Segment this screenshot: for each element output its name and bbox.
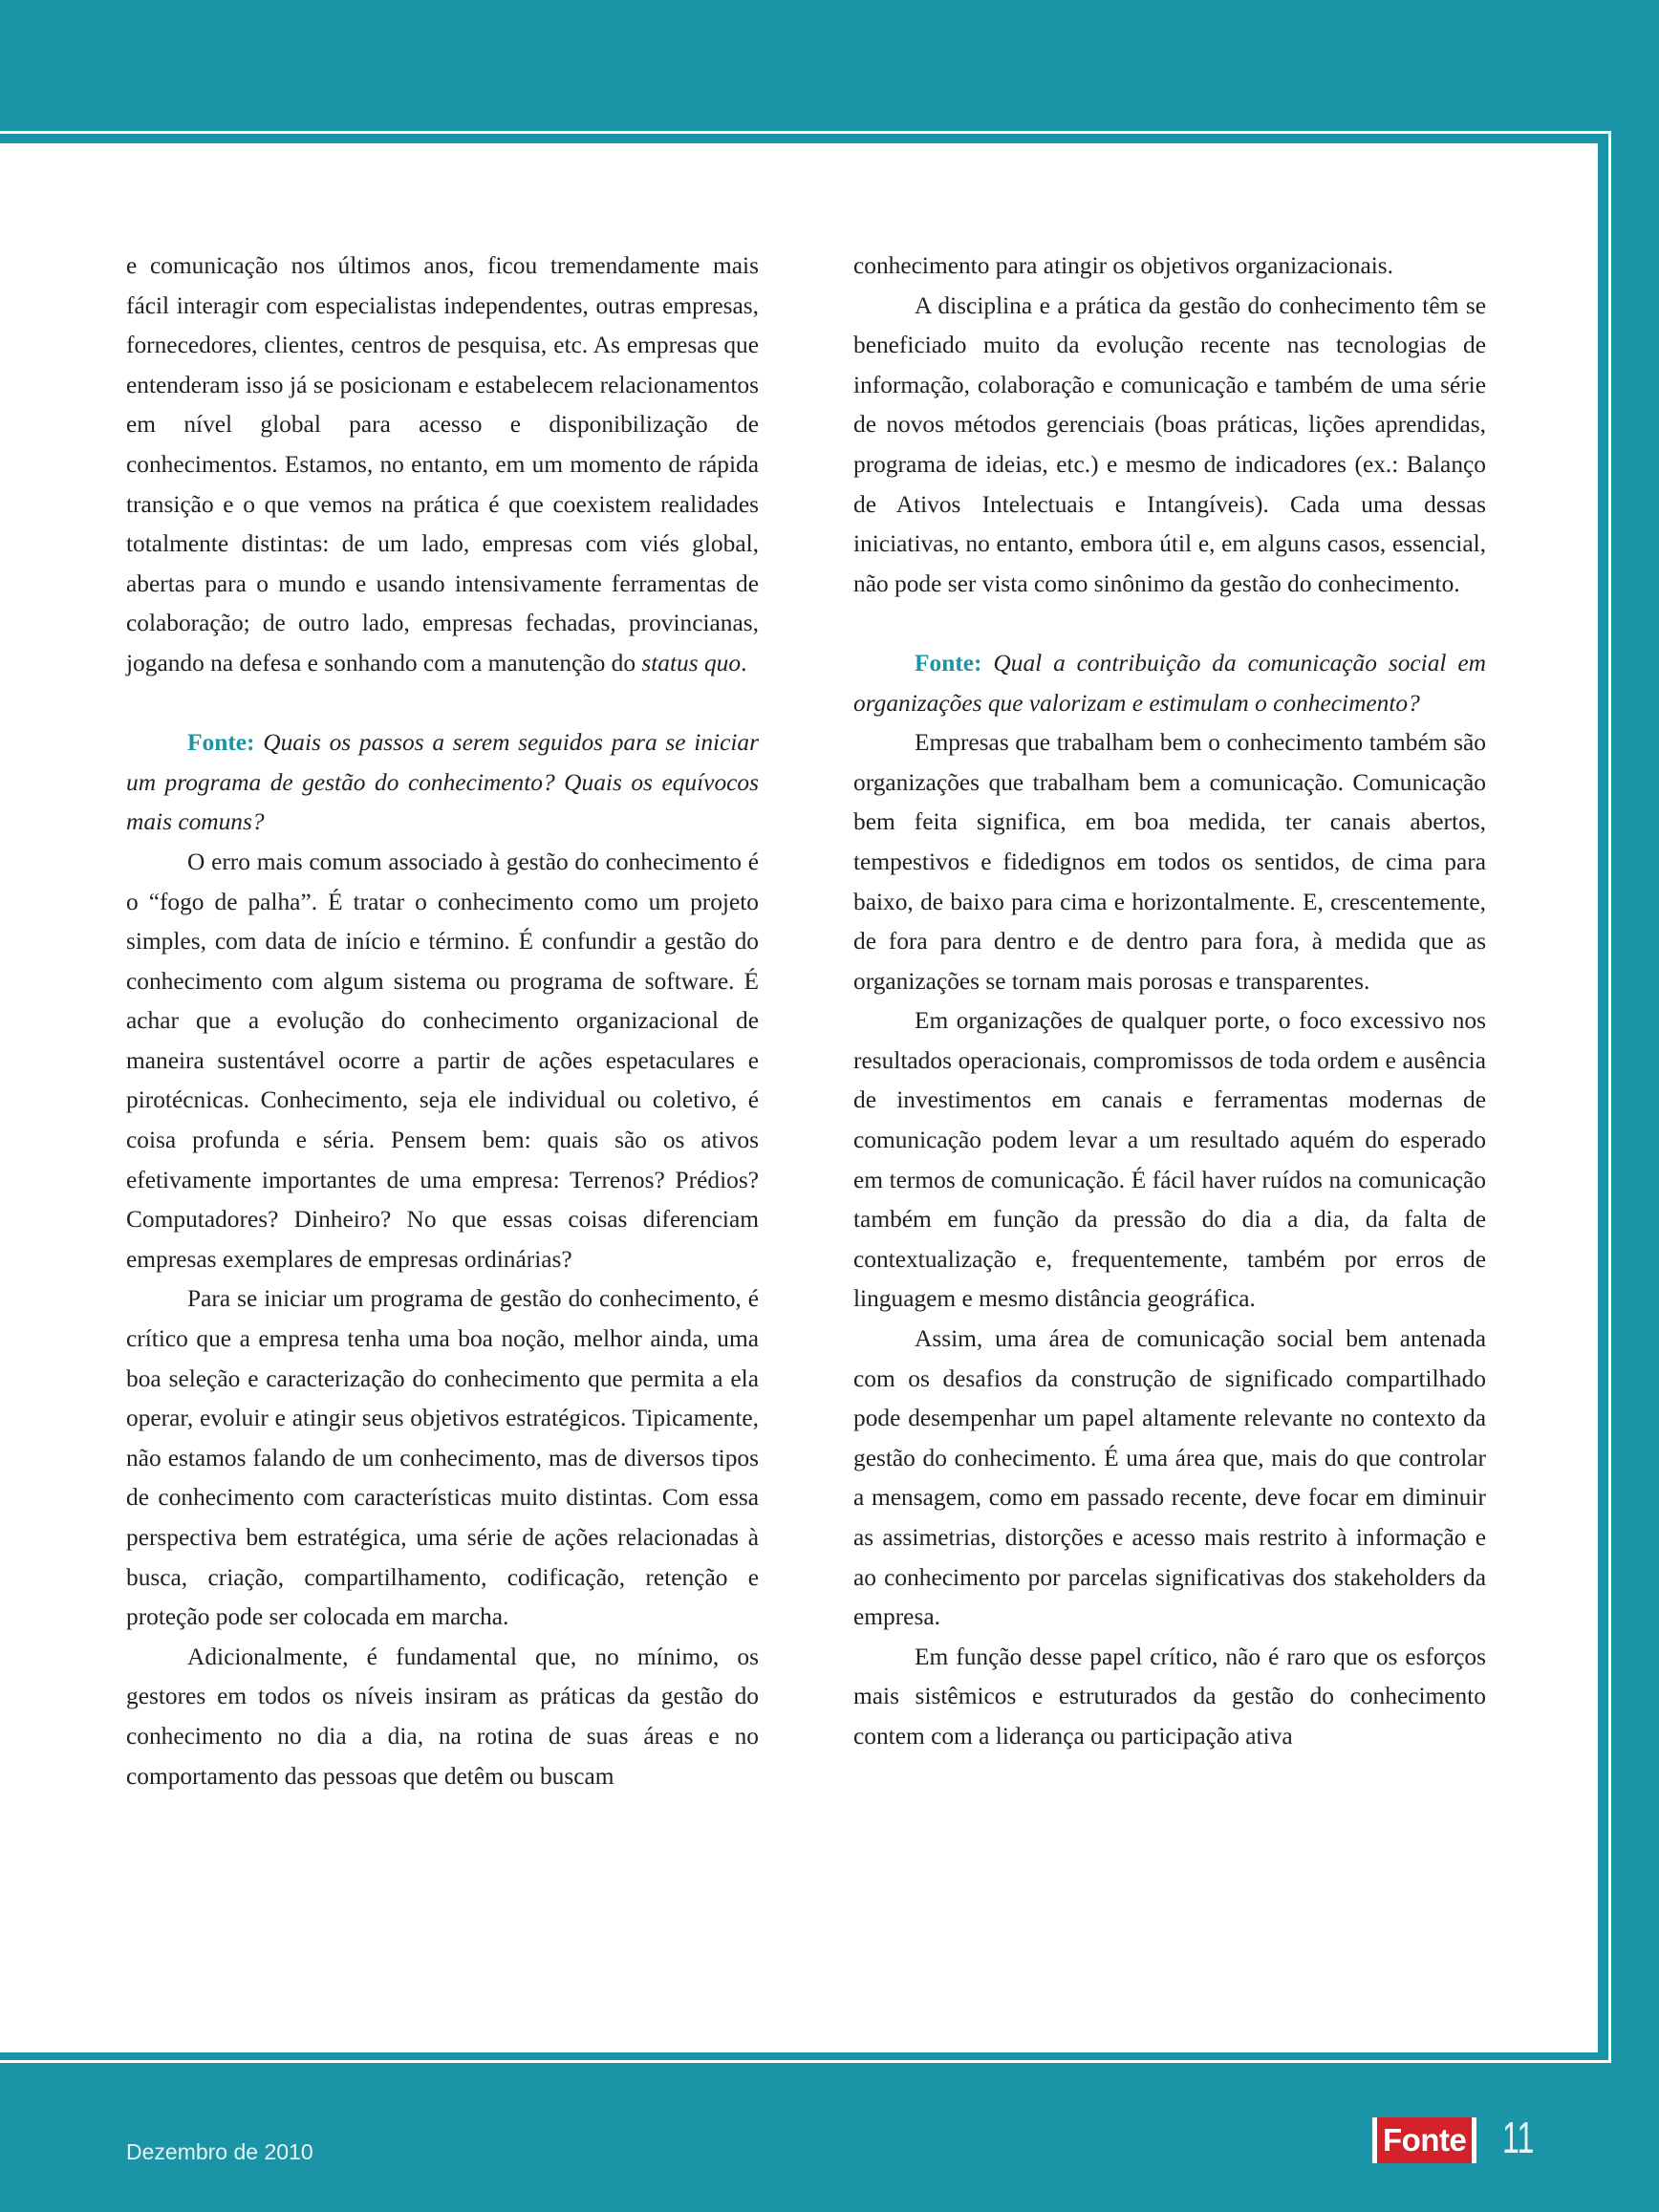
paragraph-text: e comunicação nos últimos anos, ficou tremendamente mais fácil interagir com especialistas independentes, outras empresas, fornecedores, clientes, centros de pesquisa, etc. As empresas que entenderam isso já se posicionam e estabelecem relacionamentos em nível global para acesso e disponibilização de conhecimentos. Estamos, no entanto, em um momento de rápida transição e o que vemos na prática é que coexistem realidades totalmente distintas: de um lado, empresas com viés global, abertas para o mundo e usando intensivamente ferramentas de colaboração; de outro lado, empresas fechadas, provincianas, jogando na defesa e sonhando com a manutenção do [126,252,759,676]
italic-term: status quo [641,649,742,676]
paragraph: O erro mais comum associado à gestão do conhecimento é o “fogo de palha”. É tratar o conhecimento como um projeto simples, com data de início e término. É confundir a gestão do conhecimento com algum sistema ou programa de software. É achar que a evolução do conhecimento organizacional de maneira sustentável ocorre a partir de ações espetaculares e pirotécnicas. Conhecimento, seja ele individual ou coletivo, é coisa profunda e séria. Pensem bem: quais são os ativos efetivamente importantes de uma empresa: Terrenos? Prédios? Computadores? Dinheiro? No que essas coisas diferenciam empresas exemplares de empresas ordinárias? [126,848,759,1273]
paragraph: Adicionalmente, é fundamental que, no mínimo, os gestores em todos os níveis insiram as práticas da gestão do conhecimento no dia a dia, na rotina de suas áreas e no comportamento das pessoas que detêm ou buscam [126,1643,759,1790]
interview-question [126,723,759,843]
interview-question [853,644,1486,723]
spacer [126,684,759,724]
paragraph: Em função desse papel crítico, não é raro que os esforços mais sistêmicos e estruturados da gestão do conhecimento contem com a liderança ou participação ativa [853,1643,1486,1750]
right-column [853,247,1486,1757]
question-text: Quais os passos a serem seguidos para se iniciar um programa de gestão do conhecimento? Quais os equívocos mais comuns? [126,729,759,836]
paragraph: Empresas que trabalham bem o conhecimento também são organizações que trabalham bem a comunicação. Comunicação bem feita significa, em boa medida, ter canais abertos, tempestivos e fidedignos em todos os sentidos, de cima para baixo, de baixo para cima e horizontalmente. E, crescentemente, de fora para dentro e de dentro para fora, à medida que as organizações se tornam mais porosas e transparentes. [853,729,1486,995]
paragraph-end: . [741,649,747,676]
spacer [853,604,1486,644]
magazine-logo: Fonte [1372,2117,1476,2163]
paragraph [126,247,759,684]
issue-date: Dezembro de 2010 [126,2139,313,2164]
left-column [126,247,759,1796]
paragraph: Em organizações de qualquer porte, o foco excessivo nos resultados operacionais, compromissos de toda ordem e ausência de investimentos em canais e ferramentas modernas de comunicação podem levar a um resultado aquém do esperado em termos de comunicação. É fácil haver ruídos na comunicação também em função da pressão do dia a dia, da falta de contextualização e, frequentemente, também por erros de linguagem e mesmo distância geográfica. [853,1007,1486,1313]
page-number: 11 [1502,2113,1535,2162]
paragraph: Assim, uma área de comunicação social bem antenada com os desafios da construção de significado compartilhado pode desempenhar um papel altamente relevante no contexto da gestão do conhecimento. É uma área que, mais do que controlar a mensagem, como em passado recente, deve focar em diminuir as assimetrias, distorções e acesso mais restrito à informação e ao conhecimento por parcelas significativas dos stakeholders da empresa. [853,1325,1486,1631]
question-label: Fonte: [915,649,982,676]
paragraph: conhecimento para atingir os objetivos organizacionais. [853,252,1394,279]
question-label: Fonte: [187,729,255,757]
paragraph: A disciplina e a prática da gestão do conhecimento têm se beneficiado muito da evolução recente nas tecnologias de informação, colaboração e comunicação e também de uma série de novos métodos gerenciais (boas práticas, lições aprendidas, programa de ideias, etc.) e mesmo de indicadores (ex.: Balanço de Ativos Intelectuais e Intangíveis). Cada uma dessas iniciativas, no entanto, embora útil e, em alguns casos, essencial, não pode ser vista como sinônimo da gestão do conhecimento. [853,291,1486,597]
paragraph: Para se iniciar um programa de gestão do conhecimento, é crítico que a empresa tenha uma boa noção, melhor ainda, uma boa seleção e caracterização do conhecimento que permita a ela operar, evoluir e atingir seus objetivos estratégicos. Tipicamente, não estamos falando de um conhecimento, mas de diversos tipos de conhecimento com características muito distintas. Com essa perspectiva bem estratégica, uma série de ações relacionadas à busca, criação, compartilhamento, codificação, retenção e proteção pode ser colocada em marcha. [126,1285,759,1631]
question-text: Qual a contribuição da comunicação social em organizações que valorizam e estimulam o conhecimento? [853,649,1486,717]
